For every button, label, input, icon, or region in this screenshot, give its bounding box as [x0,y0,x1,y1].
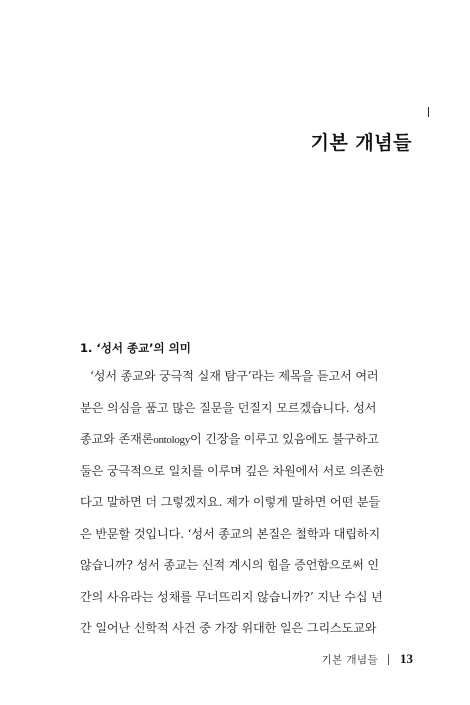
body-line: 둘은 궁극적으로 일치를 이루며 깊은 차원에서 서로 의존한 [80,463,385,478]
body-line-text: 이 긴장을 이루고 있음에도 불구하고 [189,432,379,446]
running-title: 기본 개념들 [321,653,378,666]
body-line: 다고 말하면 더 그렇겠지요. 제가 이렇게 말하면 어떤 분들 [80,495,381,509]
body-line: 않습니까? 성서 종교는 신적 계시의 힘을 증언함으로써 인 [80,558,379,572]
page-number: 13 [400,651,413,666]
body-paragraph [80,365,412,649]
body-line: 은 반문할 것입니다. ‘성서 종교의 본질은 철학과 대립하지 [80,526,381,541]
ontology-gloss: ontology [153,434,190,446]
page-footer [322,651,413,667]
body-line: 간의 사유라는 성채를 무너뜨리지 않습니까?’ 지난 수십 년 [80,589,383,604]
chapter-title: 기본 개념들 [310,132,412,154]
body-line-text: 종교와 존재론 [80,432,154,446]
body-line: 간 일어난 신학적 사건 중 가장 위대한 일은 그리스도교와 [80,621,377,635]
footer-separator [388,654,389,665]
chapter-marker-rule [428,107,429,117]
body-line: ‘성서 종교와 궁극적 실재 탐구’라는 제목을 듣고서 여러 [90,369,379,383]
section-heading: 1. ‘성서 종교’의 의미 [80,341,191,355]
body-line [80,428,412,460]
body-line: 분은 의심을 품고 많은 질문을 던질지 모르겠습니다. 성서 [80,400,377,415]
